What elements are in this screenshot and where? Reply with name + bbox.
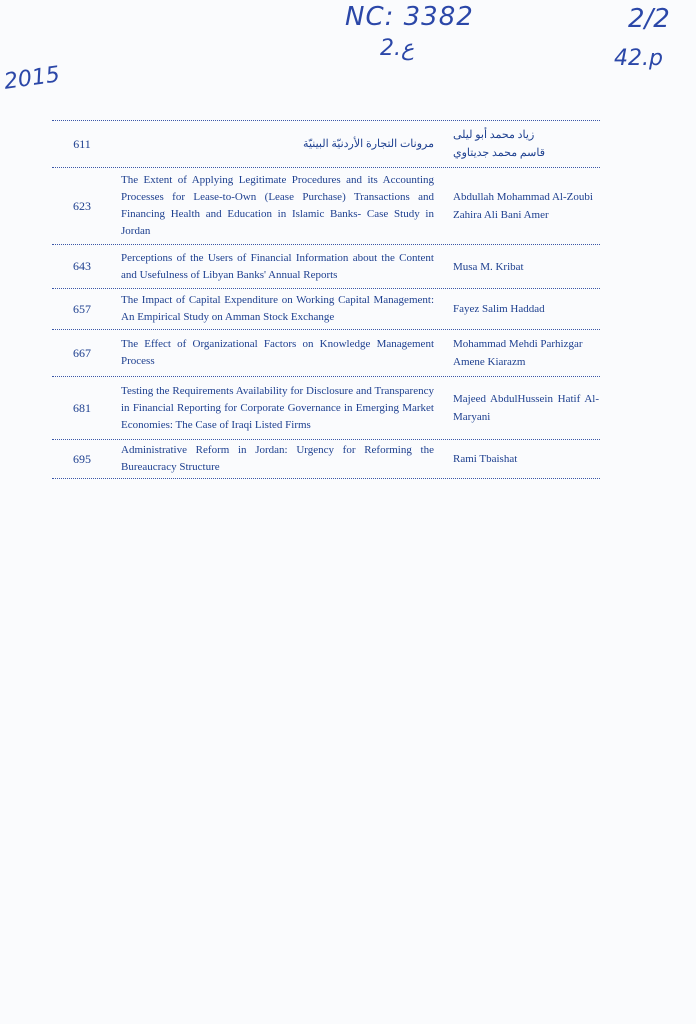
toc-row xyxy=(52,330,600,377)
handwritten-year: 2015 xyxy=(2,62,62,95)
toc-author: Mohammad Mehdi Parhizgar xyxy=(453,338,583,350)
toc-authors xyxy=(453,377,599,439)
toc-page-number: 623 xyxy=(73,198,91,213)
toc-author: Fayez Salim Haddad xyxy=(453,303,545,315)
toc-authors xyxy=(453,168,599,244)
toc-page-number: 695 xyxy=(73,451,91,466)
toc-author: قاسم محمد جديتاوي xyxy=(453,147,546,159)
toc-row xyxy=(52,289,600,330)
handwritten-page-count: 2/2 xyxy=(628,4,670,34)
toc-title: مرونات التجارة الأردنيّة البينيّة xyxy=(303,137,434,150)
toc-page-number: 667 xyxy=(73,345,91,360)
toc-page-number: 643 xyxy=(73,259,91,273)
toc-author: Majeed AbdulHussein Hatif Al-Maryani xyxy=(453,393,599,423)
toc-author: Amene Kiarazm xyxy=(453,356,526,368)
toc-title: Testing the Requirements Availability for Disclosure and Transparency in Financial Reporting for Corporate Governance in Emerging Market Economies: The Case of Iraqi Listed Firms xyxy=(121,384,434,431)
toc-title: The Effect of Organizational Factors on Knowledge Management Process xyxy=(121,338,434,367)
toc-title: Perceptions of the Users of Financial Information about the Content and Usefulness of Libyan Banks' Annual Reports xyxy=(121,251,434,281)
toc-author: زياد محمد أبو ليلى xyxy=(453,129,535,141)
toc-row xyxy=(52,377,600,440)
toc-row xyxy=(52,245,600,289)
handwritten-reference: NC: 3382 xyxy=(345,2,474,32)
toc-page-number: 681 xyxy=(73,400,91,415)
toc-page-number: 657 xyxy=(73,301,91,316)
toc-author: Rami Tbaishat xyxy=(453,453,518,465)
toc-title: The Impact of Capital Expenditure on Working Capital Management: An Empirical Study on Amman Stock Exchange xyxy=(121,294,434,323)
toc-author: Abdullah Mohammad Al-Zoubi xyxy=(453,191,593,203)
toc-authors xyxy=(453,330,599,376)
handwritten-number: 42.p xyxy=(614,46,663,71)
toc-title: The Extent of Applying Legitimate Procedures and its Accounting Processes for Lease-to-Own (Lease Purchase) Transactions and Financing Health and Education in Islamic Banks- Case Study in Jordan xyxy=(121,174,434,237)
handwritten-subnote: 2.ع xyxy=(380,36,415,61)
toc-authors xyxy=(453,245,599,288)
toc-row xyxy=(52,440,600,479)
toc-title: Administrative Reform in Jordan: Urgency for Reforming the Bureaucracy Structure xyxy=(121,444,434,473)
toc-row xyxy=(52,121,600,168)
toc-author: Zahira Ali Bani Amer xyxy=(453,209,549,221)
toc-authors xyxy=(453,289,599,329)
toc-author: Musa M. Kribat xyxy=(453,260,524,273)
toc-authors xyxy=(453,121,599,167)
table-of-contents xyxy=(52,120,600,479)
toc-authors xyxy=(453,440,599,478)
toc-page-number: 611 xyxy=(73,136,91,151)
toc-row xyxy=(52,168,600,245)
